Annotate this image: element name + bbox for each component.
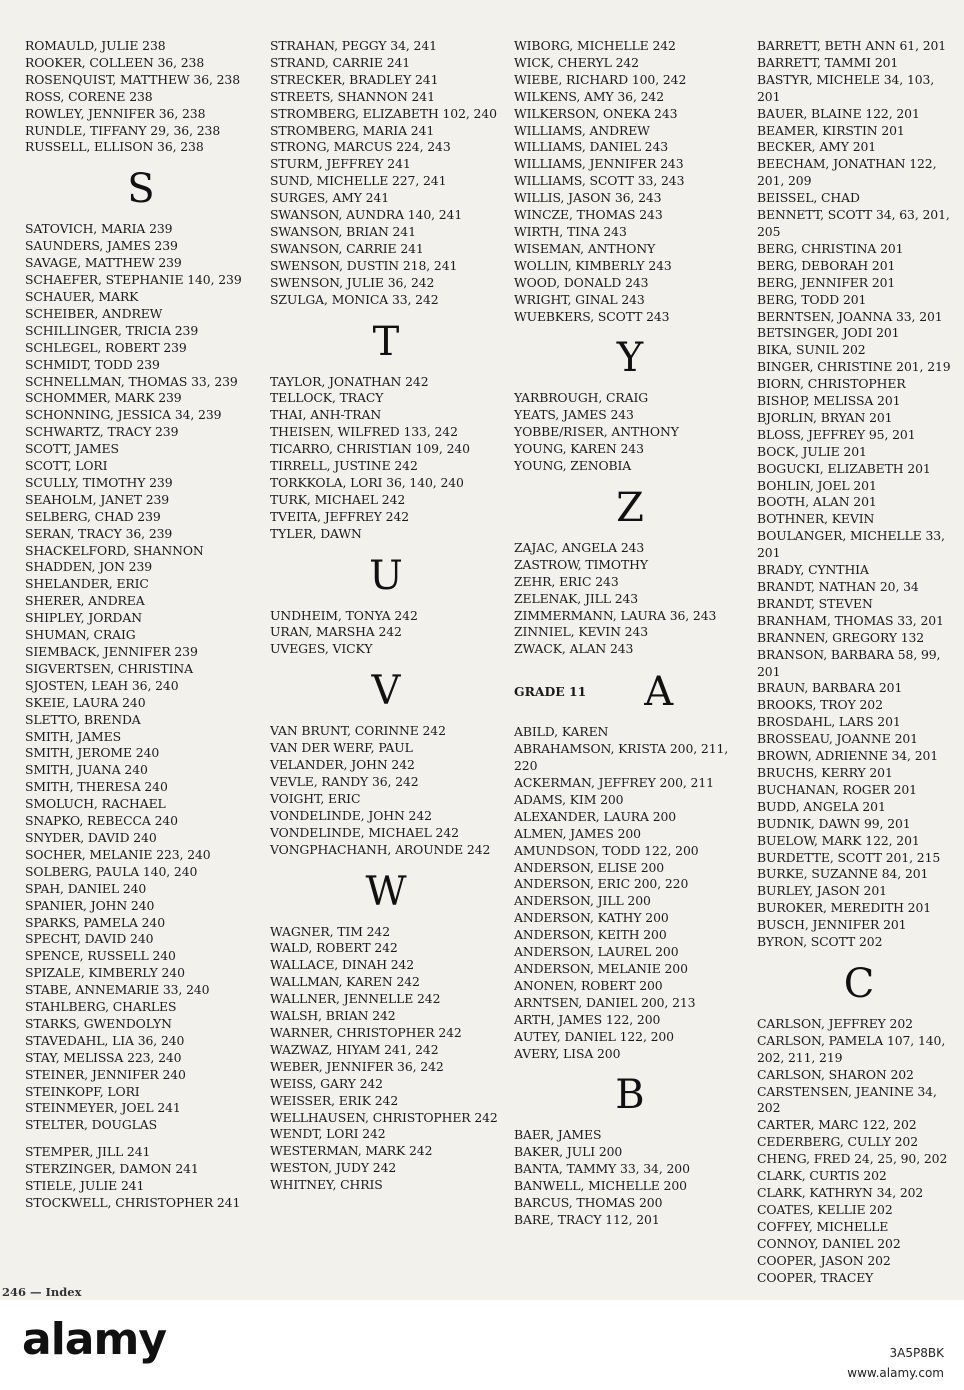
watermark-bar bbox=[0, 1300, 964, 1390]
index-entry: SCOTT, JAMES bbox=[25, 441, 119, 457]
index-entry: THAI, ANH-TRAN bbox=[270, 407, 382, 423]
index-entry: VELANDER, JOHN 242 bbox=[270, 757, 415, 773]
index-entry: SCHILLINGER, TRICIA 239 bbox=[25, 322, 199, 338]
index-entry: BLOSS, JEFFREY 95, 201 bbox=[757, 426, 916, 442]
index-entry: BERG, CHRISTINA 201 bbox=[757, 240, 904, 256]
index-entry: BEAMER, KIRSTIN 201 bbox=[757, 122, 905, 138]
index-entry: STEINKOPF, LORI bbox=[25, 1083, 140, 1099]
index-entry: ARNTSEN, DANIEL 200, 213 bbox=[514, 994, 696, 1010]
index-entry: SCHEIBER, ANDREW bbox=[25, 305, 163, 321]
index-entry: RUSSELL, ELLISON 36, 238 bbox=[25, 139, 204, 155]
index-entry: BEISSEL, CHAD bbox=[757, 190, 860, 206]
index-entry: TORKKOLA, LORI 36, 140, 240 bbox=[270, 474, 464, 490]
index-entry: WUEBKERS, SCOTT 243 bbox=[514, 308, 670, 324]
image-id: 3A5P8BK bbox=[889, 1346, 944, 1360]
index-entry: CLARK, CURTIS 202 bbox=[757, 1168, 887, 1184]
index-entry: BUDNIK, DAWN 99, 201 bbox=[757, 815, 911, 831]
index-entry: CARLSON, JEFFREY 202 bbox=[757, 1015, 913, 1031]
index-entry: YEATS, JAMES 243 bbox=[514, 407, 634, 423]
index-entry: STARKS, GWENDOLYN bbox=[25, 1015, 172, 1031]
section-letter: W bbox=[365, 868, 407, 915]
index-entry: BENNETT, SCOTT 34, 63, 201, 205 bbox=[757, 207, 950, 239]
index-entry: ANDERSON, MELANIE 200 bbox=[514, 960, 688, 976]
index-entry: ROWLEY, JENNIFER 36, 238 bbox=[25, 105, 206, 121]
index-entry: WILLIAMS, ANDREW bbox=[514, 122, 650, 138]
section-letter: A bbox=[644, 668, 674, 715]
index-entry: WILKERSON, ONEKA 243 bbox=[514, 105, 678, 121]
index-entry: ZAJAC, ANGELA 243 bbox=[514, 539, 645, 555]
index-entry: SHACKELFORD, SHANNON bbox=[25, 542, 204, 558]
index-entry: WOOD, DONALD 243 bbox=[514, 274, 649, 290]
section-letter: U bbox=[369, 552, 403, 599]
index-entry: ANDERSON, KATHY 200 bbox=[514, 910, 669, 926]
index-entry: SERAN, TRACY 36, 239 bbox=[25, 525, 173, 541]
index-entry: SZULGA, MONICA 33, 242 bbox=[270, 291, 439, 307]
index-entry: SMITH, JEROME 240 bbox=[25, 745, 160, 761]
index-entry: BARRETT, BETH ANN 61, 201 bbox=[757, 38, 947, 53]
index-entry: CHENG, FRED 24, 25, 90, 202 bbox=[757, 1151, 948, 1167]
index-entry: RUNDLE, TIFFANY 29, 36, 238 bbox=[25, 122, 221, 138]
index-entry: SURGES, AMY 241 bbox=[270, 190, 390, 206]
index-entry: BOTHNER, KEVIN bbox=[757, 511, 875, 527]
index-entry: WALD, ROBERT 242 bbox=[270, 940, 398, 956]
index-entry: BIORN, CHRISTOPHER bbox=[757, 376, 906, 392]
index-entry: SPANIER, JOHN 240 bbox=[25, 897, 155, 913]
index-entry: SCHMIDT, TODD 239 bbox=[25, 356, 160, 372]
index-entry: SCOTT, LORI bbox=[25, 458, 108, 474]
index-entry: WIEBE, RICHARD 100, 242 bbox=[514, 71, 687, 87]
index-entry: SCHAEFER, STEPHANIE 140, 239 bbox=[25, 272, 242, 288]
index-entry: YOBBE/RISER, ANTHONY bbox=[514, 424, 679, 440]
index-entry: BECKER, AMY 201 bbox=[757, 139, 877, 155]
index-entry: BROSDAHL, LARS 201 bbox=[757, 714, 901, 730]
index-entry: SPARKS, PAMELA 240 bbox=[25, 914, 165, 930]
index-entry: STOCKWELL, CHRISTOPHER 241 bbox=[25, 1195, 241, 1210]
index-entry: SWENSON, DUSTIN 218, 241 bbox=[270, 257, 458, 273]
index-entry: SPENCE, RUSSELL 240 bbox=[25, 948, 176, 964]
index-entry: CARLSON, SHARON 202 bbox=[757, 1066, 914, 1082]
index-entry: WILKENS, AMY 36, 242 bbox=[514, 88, 664, 104]
index-entry: CONNOY, DANIEL 202 bbox=[757, 1235, 901, 1251]
index-entry: COOPER, JASON 202 bbox=[757, 1252, 891, 1268]
index-entry: VONDELINDE, JOHN 242 bbox=[270, 807, 432, 823]
index-entry: STURM, JEFFREY 241 bbox=[270, 156, 411, 172]
index-entry: WILLIAMS, JENNIFER 243 bbox=[514, 156, 684, 172]
index-entry: SCHOMMER, MARK 239 bbox=[25, 390, 182, 406]
index-entry: BOGUCKI, ELIZABETH 201 bbox=[757, 460, 931, 476]
index-entry: WILLIS, JASON 36, 243 bbox=[514, 190, 662, 206]
index-entry: BURLEY, JASON 201 bbox=[757, 883, 887, 899]
index-entry: TIRRELL, JUSTINE 242 bbox=[270, 458, 418, 474]
index-entry: YOUNG, ZENOBIA bbox=[514, 458, 632, 474]
index-entry: ANONEN, ROBERT 200 bbox=[514, 977, 663, 993]
index-entry: ANDERSON, LAUREL 200 bbox=[514, 944, 679, 960]
index-entry: BRANNEN, GREGORY 132 bbox=[757, 629, 925, 645]
index-entry: SPAH, DANIEL 240 bbox=[25, 880, 147, 896]
index-entry: BAKER, JULI 200 bbox=[514, 1144, 623, 1160]
index-entry: SCHAUER, MARK bbox=[25, 288, 139, 304]
index-entry: STRAND, CARRIE 241 bbox=[270, 54, 411, 70]
index-entry: BRUCHS, KERRY 201 bbox=[757, 764, 893, 780]
index-entry: SWENSON, JULIE 36, 242 bbox=[270, 274, 435, 290]
index-entry: SMITH, THERESA 240 bbox=[25, 779, 168, 795]
index-entry: STAY, MELISSA 223, 240 bbox=[25, 1049, 182, 1065]
index-entry: BARRETT, TAMMI 201 bbox=[757, 54, 899, 70]
index-entry: ANDERSON, KEITH 200 bbox=[514, 927, 667, 943]
index-entry: SNAPKO, REBECCA 240 bbox=[25, 813, 178, 829]
index-entry: ANDERSON, ERIC 200, 220 bbox=[514, 876, 689, 892]
index-entry: BEECHAM, JONATHAN 122, 201, 209 bbox=[757, 156, 937, 189]
index-entry: WINCZE, THOMAS 243 bbox=[514, 207, 663, 223]
index-entry: BETSINGER, JODI 201 bbox=[757, 325, 900, 341]
index-entry: SATOVICH, MARIA 239 bbox=[25, 221, 173, 237]
index-entry: SIGVERTSEN, CHRISTINA bbox=[25, 660, 193, 676]
index-entry: WILLIAMS, DANIEL 243 bbox=[514, 139, 669, 155]
index-entry: WRIGHT, GINAL 243 bbox=[514, 291, 645, 307]
index-entry: STERZINGER, DAMON 241 bbox=[25, 1161, 199, 1177]
section-letter: Z bbox=[616, 484, 644, 531]
index-entry: BRANDT, STEVEN bbox=[757, 595, 873, 611]
index-entry: VOIGHT, ERIC bbox=[270, 790, 361, 806]
index-entry: UNDHEIM, TONYA 242 bbox=[270, 607, 418, 623]
index-entry: BOULANGER, MICHELLE 33, 201 bbox=[757, 528, 945, 561]
index-entry: BAER, JAMES bbox=[514, 1127, 602, 1143]
index-entry: WEISS, GARY 242 bbox=[270, 1075, 383, 1091]
index-entry: WAGNER, TIM 242 bbox=[270, 923, 390, 939]
index-entry: TAYLOR, JONATHAN 242 bbox=[270, 373, 429, 389]
index-entry: STAVEDAHL, LIA 36, 240 bbox=[25, 1032, 185, 1048]
index-entry: BROWN, ADRIENNE 34, 201 bbox=[757, 748, 939, 764]
index-entry: WENDT, LORI 242 bbox=[270, 1126, 386, 1142]
index-entry: SMITH, JAMES bbox=[25, 728, 121, 744]
index-entry: BRANSON, BARBARA 58, 99, 201 bbox=[757, 646, 941, 679]
index-entry: BOHLIN, JOEL 201 bbox=[757, 477, 877, 493]
index-entry: ANDERSON, JILL 200 bbox=[514, 893, 651, 909]
index-entry: TICARRO, CHRISTIAN 109, 240 bbox=[270, 441, 470, 457]
index-entry: BRANDT, NATHAN 20, 34 bbox=[757, 579, 919, 594]
index-entry: SELBERG, CHAD 239 bbox=[25, 508, 161, 524]
index-entry: BANWELL, MICHELLE 200 bbox=[514, 1178, 687, 1194]
index-entry: ABILD, KAREN bbox=[514, 724, 609, 740]
index-entry: BOOTH, ALAN 201 bbox=[757, 494, 877, 510]
index-entry: SHUMAN, CRAIG bbox=[25, 627, 136, 643]
index-entry: WICK, CHERYL 242 bbox=[514, 54, 639, 70]
index-column bbox=[25, 38, 257, 1212]
index-entry: SCHONNING, JESSICA 34, 239 bbox=[25, 407, 222, 423]
index-entry: TELLOCK, TRACY bbox=[270, 390, 384, 406]
index-entry: CARLSON, PAMELA 107, 140, 202, 211, 219 bbox=[757, 1032, 946, 1065]
index-entry: SWANSON, AUNDRA 140, 241 bbox=[270, 207, 463, 223]
index-entry: WIBORG, MICHELLE 242 bbox=[514, 38, 676, 53]
index-entry: WARNER, CHRISTOPHER 242 bbox=[270, 1024, 462, 1040]
index-entry: SLETTO, BRENDA bbox=[25, 711, 141, 727]
index-entry: BAUER, BLAINE 122, 201 bbox=[757, 105, 920, 121]
index-entry: BERG, JENNIFER 201 bbox=[757, 274, 896, 290]
index-entry: BUSCH, JENNIFER 201 bbox=[757, 917, 907, 933]
index-entry: ROOKER, COLLEEN 36, 238 bbox=[25, 54, 205, 70]
index-entry: BARCUS, THOMAS 200 bbox=[514, 1195, 663, 1211]
index-entry: BIKA, SUNIL 202 bbox=[757, 342, 866, 358]
index-entry: AUTEY, DANIEL 122, 200 bbox=[514, 1028, 674, 1044]
index-entry: TURK, MICHAEL 242 bbox=[270, 491, 406, 507]
index-entry: BROSSEAU, JOANNE 201 bbox=[757, 731, 918, 747]
index-entry: STEINMEYER, JOEL 241 bbox=[25, 1100, 181, 1116]
index-entry: CARTER, MARC 122, 202 bbox=[757, 1117, 917, 1133]
index-entry: CEDERBERG, CULLY 202 bbox=[757, 1134, 919, 1150]
index-entry: YARBROUGH, CRAIG bbox=[514, 390, 649, 406]
index-entry: ZINNIEL, KEVIN 243 bbox=[514, 624, 649, 640]
index-entry: COOPER, TRACEY bbox=[757, 1269, 874, 1285]
section-letter: V bbox=[371, 668, 401, 715]
index-entry: BOCK, JULIE 201 bbox=[757, 443, 867, 459]
index-entry: STROMBERG, MARIA 241 bbox=[270, 122, 435, 138]
index-entry: BURKE, SUZANNE 84, 201 bbox=[757, 866, 929, 882]
index-entry: BROOKS, TROY 202 bbox=[757, 697, 883, 713]
index-entry: VAN DER WERF, PAUL bbox=[270, 740, 413, 756]
index-entry: ACKERMAN, JEFFREY 200, 211 bbox=[514, 775, 714, 790]
index-entry: BERNTSEN, JOANNA 33, 201 bbox=[757, 308, 943, 324]
index-entry: VAN BRUNT, CORINNE 242 bbox=[270, 723, 446, 739]
index-entry: BUELOW, MARK 122, 201 bbox=[757, 832, 920, 848]
index-entry: STRECKER, BRADLEY 241 bbox=[270, 71, 439, 87]
index-entry: BRANHAM, THOMAS 33, 201 bbox=[757, 612, 944, 628]
index-entry: STEINER, JENNIFER 240 bbox=[25, 1066, 186, 1082]
index-entry: AVERY, LISA 200 bbox=[514, 1045, 621, 1061]
section-letter: S bbox=[127, 166, 155, 213]
index-entry: SOLBERG, PAULA 140, 240 bbox=[25, 863, 198, 879]
site-url[interactable]: www.alamy.com bbox=[847, 1366, 944, 1380]
index-entry: SAUNDERS, JAMES 239 bbox=[25, 238, 178, 254]
index-entry: WALLNER, JENNELLE 242 bbox=[270, 991, 441, 1007]
grade-label: GRADE 11 bbox=[514, 683, 587, 699]
index-entry: ZEHR, ERIC 243 bbox=[514, 573, 619, 589]
index-entry: ABRAHAMSON, KRISTA 200, 211, 220 bbox=[514, 741, 729, 774]
index-column bbox=[757, 38, 961, 1286]
index-entry: STELTER, DOUGLAS bbox=[25, 1117, 158, 1133]
index-entry: ZASTROW, TIMOTHY bbox=[514, 556, 648, 572]
index-entry: STROMBERG, ELIZABETH 102, 240 bbox=[270, 105, 497, 121]
index-entry: WISEMAN, ANTHONY bbox=[514, 240, 656, 256]
index-entry: SPECHT, DAVID 240 bbox=[25, 931, 154, 947]
index-entry: ALEXANDER, LAURA 200 bbox=[514, 808, 677, 824]
page-footer: 246 — Index bbox=[2, 1285, 82, 1299]
index-entry: BARE, TRACY 112, 201 bbox=[514, 1211, 660, 1227]
index-entry: ROSS, CORENE 238 bbox=[25, 88, 153, 104]
index-entry: STEMPER, JILL 241 bbox=[25, 1144, 151, 1160]
index-entry: THEISEN, WILFRED 133, 242 bbox=[270, 424, 458, 440]
index-entry: YOUNG, KAREN 243 bbox=[514, 441, 644, 457]
index-entry: ROSENQUIST, MATTHEW 36, 238 bbox=[25, 71, 240, 87]
section-letter: C bbox=[843, 960, 875, 1007]
index-entry: WIRTH, TINA 243 bbox=[514, 223, 627, 239]
index-entry: URAN, MARSHA 242 bbox=[270, 624, 402, 640]
index-entry: WEBER, JENNIFER 36, 242 bbox=[270, 1058, 444, 1074]
index-entry: AMUNDSON, TODD 122, 200 bbox=[514, 842, 699, 858]
index-entry: VONGPHACHANH, AROUNDE 242 bbox=[270, 841, 491, 857]
index-entry: STIELE, JULIE 241 bbox=[25, 1178, 145, 1194]
index-entry: STREETS, SHANNON 241 bbox=[270, 88, 435, 104]
index-entry: CARSTENSEN, JEANINE 34, 202 bbox=[757, 1083, 937, 1116]
index-column bbox=[270, 38, 502, 1194]
index-entry: SHADDEN, JON 239 bbox=[25, 559, 153, 575]
index-entry: CLARK, KATHRYN 34, 202 bbox=[757, 1185, 924, 1200]
index-entry: ANDERSON, ELISE 200 bbox=[514, 859, 665, 875]
index-entry: SJOSTEN, LEAH 36, 240 bbox=[25, 677, 179, 693]
index-entry: COATES, KELLIE 202 bbox=[757, 1201, 893, 1217]
index-entry: ALMEN, JAMES 200 bbox=[514, 825, 641, 841]
index-entry: TVEITA, JEFFREY 242 bbox=[270, 508, 410, 524]
index-entry: WELLHAUSEN, CHRISTOPHER 242 bbox=[270, 1109, 498, 1125]
index-entry: WHITNEY, CHRIS bbox=[270, 1177, 383, 1193]
index-entry: BERG, TODD 201 bbox=[757, 291, 867, 307]
index-entry: ADAMS, KIM 200 bbox=[514, 791, 624, 807]
index-entry: WALLMAN, KAREN 242 bbox=[270, 974, 420, 990]
index-entry: SIEMBACK, JENNIFER 239 bbox=[25, 644, 198, 659]
index-entry: SHELANDER, ERIC bbox=[25, 576, 149, 592]
index-entry: BISHOP, MELISSA 201 bbox=[757, 393, 901, 409]
index-entry: WEISSER, ERIK 242 bbox=[270, 1092, 399, 1108]
index-entry: VEVLE, RANDY 36, 242 bbox=[270, 774, 419, 789]
index-entry: BURDETTE, SCOTT 201, 215 bbox=[757, 849, 941, 865]
index-entry: BRADY, CYNTHIA bbox=[757, 562, 869, 578]
index-entry: WALSH, BRIAN 242 bbox=[270, 1008, 396, 1024]
index-entry: SMITH, JUANA 240 bbox=[25, 762, 148, 778]
spacer bbox=[25, 1134, 257, 1144]
index-entry: WAZWAZ, HIYAM 241, 242 bbox=[270, 1041, 439, 1057]
index-entry: SHERER, ANDREA bbox=[25, 593, 145, 609]
index-entry: SCULLY, TIMOTHY 239 bbox=[25, 474, 173, 490]
index-entry: BERG, DEBORAH 201 bbox=[757, 257, 896, 273]
index-entry: SAVAGE, MATTHEW 239 bbox=[25, 255, 182, 271]
index-entry: SPIZALE, KIMBERLY 240 bbox=[25, 965, 185, 981]
grade-heading bbox=[514, 666, 746, 718]
index-entry: SCHWARTZ, TRACY 239 bbox=[25, 424, 179, 440]
index-entry: BUROKER, MEREDITH 201 bbox=[757, 900, 932, 916]
index-entry: SUND, MICHELLE 227, 241 bbox=[270, 173, 447, 189]
index-entry: STABE, ANNEMARIE 33, 240 bbox=[25, 982, 210, 998]
index-entry: STRONG, MARCUS 224, 243 bbox=[270, 139, 451, 155]
index-column bbox=[514, 38, 746, 1229]
index-entry: WOLLIN, KIMBERLY 243 bbox=[514, 257, 672, 273]
index-entry: BUDD, ANGELA 201 bbox=[757, 798, 886, 814]
index-entry: STRAHAN, PEGGY 34, 241 bbox=[270, 38, 437, 53]
index-entry: BRAUN, BARBARA 201 bbox=[757, 680, 903, 696]
index-entry: WALLACE, DINAH 242 bbox=[270, 957, 415, 973]
index-entry: WESTERMAN, MARK 242 bbox=[270, 1143, 433, 1159]
index-entry: WESTON, JUDY 242 bbox=[270, 1160, 397, 1176]
index-entry: ZIMMERMANN, LAURA 36, 243 bbox=[514, 607, 717, 623]
index-entry: BASTYR, MICHELE 34, 103, 201 bbox=[757, 71, 935, 104]
index-entry: TYLER, DAWN bbox=[270, 525, 362, 541]
index-entry: SOCHER, MELANIE 223, 240 bbox=[25, 846, 211, 862]
index-entry: BINGER, CHRISTINE 201, 219 bbox=[757, 359, 951, 375]
index-entry: VONDELINDE, MICHAEL 242 bbox=[270, 824, 459, 840]
index-entry: ZWACK, ALAN 243 bbox=[514, 641, 634, 657]
index-entry: SWANSON, BRIAN 241 bbox=[270, 223, 416, 239]
section-letter: B bbox=[615, 1072, 645, 1119]
index-entry: SCHLEGEL, ROBERT 239 bbox=[25, 339, 187, 355]
index-entry: SMOLUCH, RACHAEL bbox=[25, 796, 166, 812]
index-entry: BUCHANAN, ROGER 201 bbox=[757, 781, 917, 797]
index-entry: COFFEY, MICHELLE bbox=[757, 1218, 889, 1234]
index-entry: SKEIE, LAURA 240 bbox=[25, 694, 146, 710]
index-entry: SHIPLEY, JORDAN bbox=[25, 610, 142, 626]
index-entry: SCHNELLMAN, THOMAS 33, 239 bbox=[25, 373, 238, 389]
index-entry: BYRON, SCOTT 202 bbox=[757, 934, 883, 950]
index-entry: BJORLIN, BRYAN 201 bbox=[757, 409, 893, 425]
index-entry: UVEGES, VICKY bbox=[270, 641, 373, 657]
index-entry: ROMAULD, JULIE 238 bbox=[25, 38, 166, 53]
index-entry: ARTH, JAMES 122, 200 bbox=[514, 1011, 661, 1027]
brand-logo[interactable]: alamy bbox=[22, 1314, 166, 1365]
index-entry: BANTA, TAMMY 33, 34, 200 bbox=[514, 1161, 690, 1177]
index-entry: SNYDER, DAVID 240 bbox=[25, 829, 157, 845]
index-entry: SWANSON, CARRIE 241 bbox=[270, 240, 424, 256]
index-entry: STAHLBERG, CHARLES bbox=[25, 999, 177, 1015]
section-letter: Y bbox=[616, 335, 644, 382]
index-entry: SEAHOLM, JANET 239 bbox=[25, 491, 170, 507]
index-entry: ZELENAK, JILL 243 bbox=[514, 590, 639, 606]
section-letter: T bbox=[372, 318, 400, 365]
index-entry: WILLIAMS, SCOTT 33, 243 bbox=[514, 173, 685, 189]
